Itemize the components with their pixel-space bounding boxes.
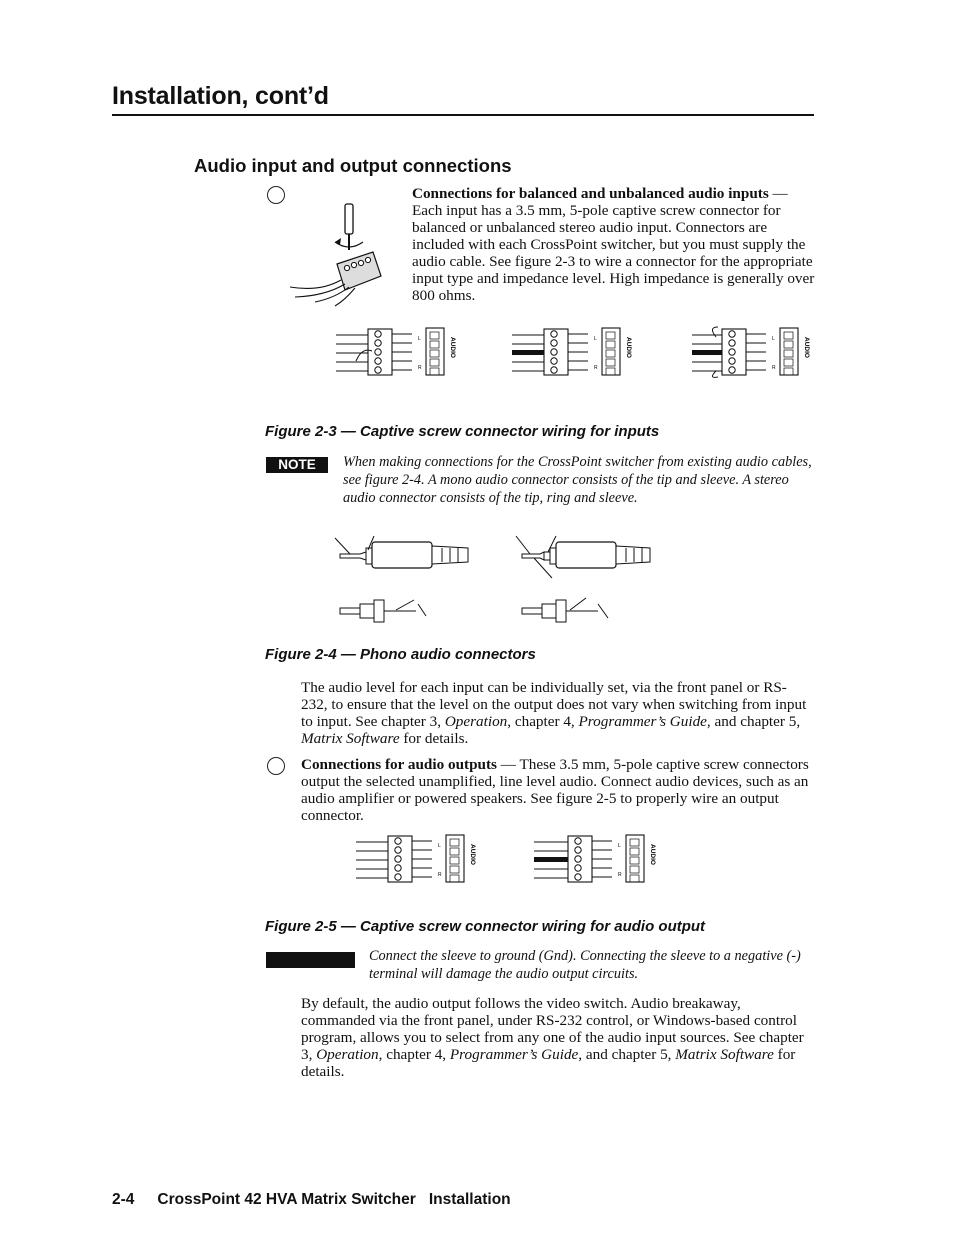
figure-2-4-diagram (330, 530, 660, 625)
figure-2-3-caption: Figure 2-3 — Captive screw connector wiring for inputs (265, 423, 660, 440)
figure-2-5-diagram (350, 832, 670, 887)
chapter-ref: Matrix Software (301, 730, 400, 747)
inputs-lead: Connections for balanced and unbalanced audio inputs (412, 185, 769, 202)
caution-text: Connect the sleeve to ground (Gnd). Connecting the sleeve to a negative (-) terminal will damage the audio output circuits. (369, 948, 801, 982)
text-run: The audio level for each input can be individually set, via the front panel or RS-232, to ensure that the level on the output does not vary when switching from input to input. See chapter 3, (301, 679, 807, 730)
outputs-paragraph (301, 756, 811, 824)
figure-2-3-diagram (330, 325, 830, 380)
right-label: R (438, 872, 442, 878)
page-footer (112, 1191, 511, 1209)
chapter-ref: Programmer’s Guide (449, 1046, 579, 1063)
inputs-text: Each input has a 3.5 mm, 5-pole captive screw connector for balanced or unbalanced stereo audio input. Connectors are included with each CrossPoint switcher, but you must supply the audio cable. See figure 2-3 to wire a connector for the appropriate input type and impedance level. High impedance is generally over 800 ohms. (412, 202, 815, 304)
text-run: , chapter 4, (378, 1046, 450, 1063)
chapter-ref: Programmer’s Guide (578, 713, 707, 730)
right-label: R (418, 365, 422, 371)
page-title: Installation, cont’d (112, 82, 329, 110)
right-label: R (594, 365, 598, 371)
mono-rca-icon (340, 600, 426, 622)
level-paragraph (301, 679, 811, 747)
left-label: L (438, 843, 441, 849)
figure-2-5-caption: Figure 2-5 — Captive screw connector wiring for audio output (265, 918, 706, 935)
chapter-ref: Matrix Software (675, 1046, 774, 1063)
left-label: L (594, 336, 597, 342)
right-label: R (618, 872, 622, 878)
screwdriver-icon (335, 204, 363, 250)
section-heading: Audio input and output connections (194, 155, 512, 176)
right-label: R (772, 365, 776, 371)
text-run: By default, the audio output follows the video switch. Audio breakaway, commanded via the front panel, under RS-232 control, or Windows-based control program, allows you to select from any one of the audio input sources. See chapter 3, (301, 995, 804, 1063)
bullet-circle-icon (267, 757, 285, 775)
text-run: , and chapter 5, (578, 1046, 676, 1063)
text-run: for details. (301, 1046, 796, 1080)
footer-section: Installation (428, 1191, 511, 1208)
document-title: CrossPoint 42 HVA Matrix Switcher (157, 1191, 416, 1208)
left-label: L (418, 336, 421, 342)
balanced-input-wiring (336, 328, 456, 375)
outputs-text: These 3.5 mm, 5-pole captive screw connectors output the selected unamplified, line level audio. Connect audio devices, such as an audio amplifier or powered speakers. See figure 2-5 to properly wire an output connector. (301, 756, 809, 824)
audio-label: AUDIO (625, 337, 632, 358)
text-run: for details. (399, 730, 469, 747)
left-label: L (618, 843, 621, 849)
outputs-lead: Connections for audio outputs (301, 756, 497, 773)
bullet-circle-icon (267, 186, 285, 204)
stereo-plug-icon (516, 536, 650, 578)
screwdriver-connector-illustration (285, 202, 410, 307)
audio-label: AUDIO (803, 337, 810, 358)
balanced-output-wiring (356, 835, 476, 882)
audio-label: AUDIO (649, 844, 656, 865)
mono-plug-icon (335, 536, 468, 568)
note-label: NOTE (266, 457, 328, 473)
title-rule (112, 114, 814, 116)
audio-label: AUDIO (469, 844, 476, 865)
inputs-dash: — (768, 185, 788, 202)
outputs-dash: — (496, 756, 520, 773)
high-impedance-input-wiring (692, 327, 810, 377)
caution-label-bar (266, 952, 355, 968)
page-number: 2-4 (112, 1191, 135, 1208)
default-paragraph (301, 995, 816, 1080)
captive-connector-icon (290, 252, 381, 306)
text-run: , and chapter 5, (706, 713, 801, 730)
chapter-ref: Operation (444, 713, 508, 730)
unbalanced-input-wiring (512, 328, 632, 375)
audio-label: AUDIO (449, 337, 456, 358)
left-label: L (772, 336, 775, 342)
figure-2-4-caption: Figure 2-4 — Phono audio connectors (265, 646, 536, 663)
stereo-rca-icon (522, 598, 608, 622)
text-run: , chapter 4, (507, 713, 579, 730)
note-text: When making connections for the CrossPoint switcher from existing audio cables, see figure 2-4. A mono audio connector consists of the tip and sleeve. A stereo audio connector consists of the tip, ring and sleeve. (343, 454, 812, 506)
chapter-ref: Operation (316, 1046, 379, 1063)
unbalanced-output-wiring (534, 835, 656, 882)
